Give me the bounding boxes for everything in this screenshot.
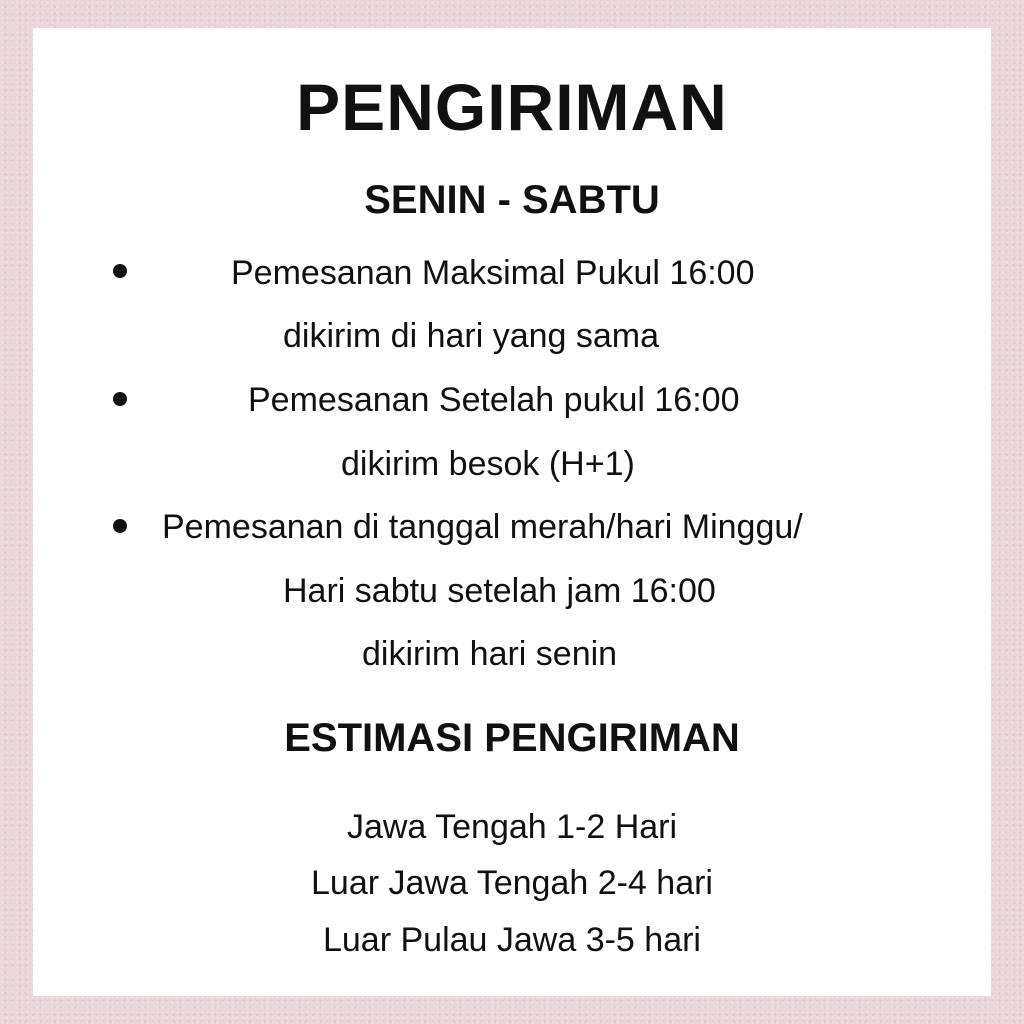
estimate-line-outside-central-java: Luar Jawa Tengah 2-4 hari bbox=[311, 864, 713, 902]
bullet-icon bbox=[113, 519, 127, 533]
schedule-item-3-line-3: dikirim hari senin bbox=[362, 635, 618, 673]
estimate-line-central-java: Jawa Tengah 1-2 Hari bbox=[346, 808, 678, 846]
estimate-line-outside-java: Luar Pulau Jawa 3-5 hari bbox=[322, 921, 701, 959]
schedule-item-1-line-1: Pemesanan Maksimal Pukul 16:00 bbox=[231, 254, 755, 292]
schedule-heading: SENIN - SABTU bbox=[364, 178, 660, 222]
bullet-icon bbox=[113, 392, 127, 406]
estimate-heading: ESTIMASI PENGIRIMAN bbox=[284, 716, 740, 760]
bullet-icon bbox=[113, 264, 127, 278]
page-title: PENGIRIMAN bbox=[296, 70, 728, 144]
schedule-item-3-line-2: Hari sabtu setelah jam 16:00 bbox=[283, 572, 716, 610]
info-card bbox=[33, 28, 991, 996]
schedule-item-2-line-1: Pemesanan Setelah pukul 16:00 bbox=[248, 381, 740, 419]
schedule-item-1-line-2: dikirim di hari yang sama bbox=[283, 317, 660, 355]
schedule-item-3-line-1: Pemesanan di tanggal merah/hari Minggu/ bbox=[162, 508, 803, 546]
schedule-item-2-line-2: dikirim besok (H+1) bbox=[341, 445, 635, 483]
